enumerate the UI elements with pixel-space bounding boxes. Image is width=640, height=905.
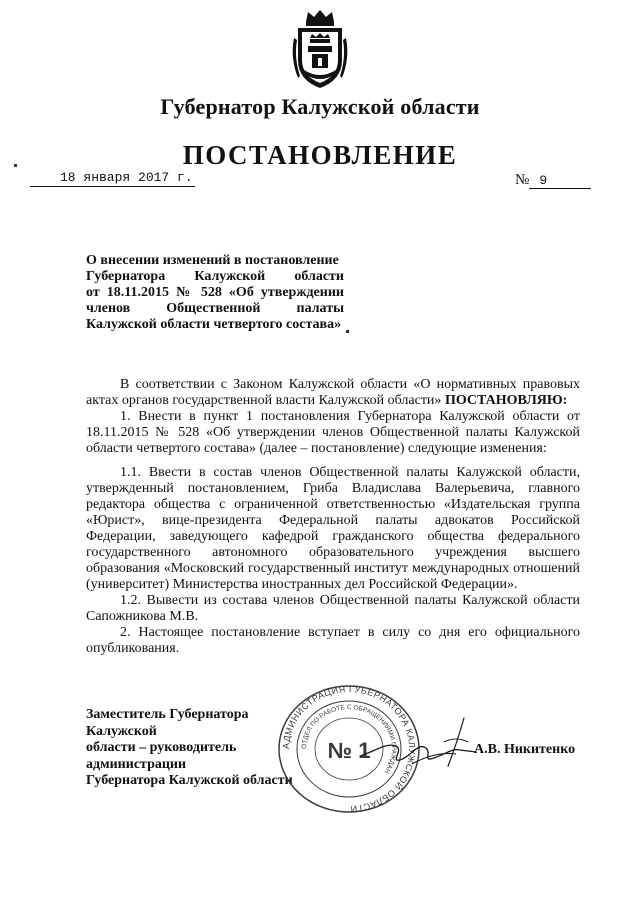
clause-1-1: 1.1. Ввести в состав членов Общественной палаты Калужской области, утвержденный постановлением, Гриба Владислава Валерьевича, главного редактора общества с ограниченной ответственностью «Издательская группа «Юрист», вице-президента Федеральной палаты адвокатов Российской Федерации, заведующего кафедрой гражданского общества федерального государственного автономного образовательного учреждения высшего образования «Московский государственный институт международных отношений (университет) Министерства иностранных дел Российской Федерации». [86, 465, 580, 592]
clause-1: 1. Внести в пункт 1 постановления Губернатора Калужской области от 18.11.2015 № 528 «Об утверждении членов Общественной палаты Калужской области четвертого состава» (далее – постановление) следующие изменения: [86, 409, 580, 456]
subject-line: Губернатора Калужской области [86, 269, 344, 284]
scan-speck [14, 164, 17, 167]
document-date: 18 января 2017 г. [30, 170, 195, 187]
subject-line: от 18.11.2015 № 528 «Об утверждении [86, 285, 344, 300]
document-number-line [515, 172, 591, 189]
preamble-paragraph [86, 377, 580, 409]
document-subject [86, 253, 344, 333]
preamble-text: В соответствии с Законом Калужской области «О нормативных правовых актах органов государственной власти Калужской области» [86, 377, 580, 408]
clause-1-2: 1.2. Вывести из состава членов Общественной палаты Калужской области Сапожникова М.В. [86, 593, 580, 624]
position-line: области – руководитель администрации [86, 740, 237, 772]
handwritten-signature [356, 712, 486, 782]
position-line: Губернатора Калужской области [86, 773, 293, 788]
stamp-number: № 1 [327, 738, 371, 763]
stamp-outer-text: АДМИНИСТРАЦИЯ ГУБЕРНАТОРА КАЛУЖСКОЙ ОБЛАСТИ [280, 684, 418, 814]
document-type-title: ПОСТАНОВЛЕНИЕ [182, 140, 458, 170]
stamp-inner-text: ОТДЕЛ ПО РАБОТЕ С ОБРАЩЕНИЯМИ ГРАЖДАН [300, 703, 398, 775]
position-line: Заместитель Губернатора Калужской [86, 707, 249, 739]
subject-line: членов Общественной палаты [86, 301, 344, 316]
document-date-line [30, 170, 195, 185]
resolve-keyword: ПОСТАНОВЛЯЮ: [444, 393, 568, 408]
signer-name: А.В. Никитенко [474, 742, 576, 757]
issuing-authority: Губернатор Калужской области [160, 94, 480, 119]
subject-line: Калужской области четвертого состава» [86, 317, 342, 332]
document-number: 9 [529, 173, 591, 189]
document-body [86, 377, 580, 657]
coat-of-arms-emblem [288, 8, 352, 90]
scan-speck [346, 330, 349, 333]
clause-2: 2. Настоящее постановление вступает в силу со дня его официального опубликования. [86, 625, 580, 656]
subject-line: О внесении изменений в постановление [86, 253, 339, 268]
number-label: № [515, 172, 530, 188]
